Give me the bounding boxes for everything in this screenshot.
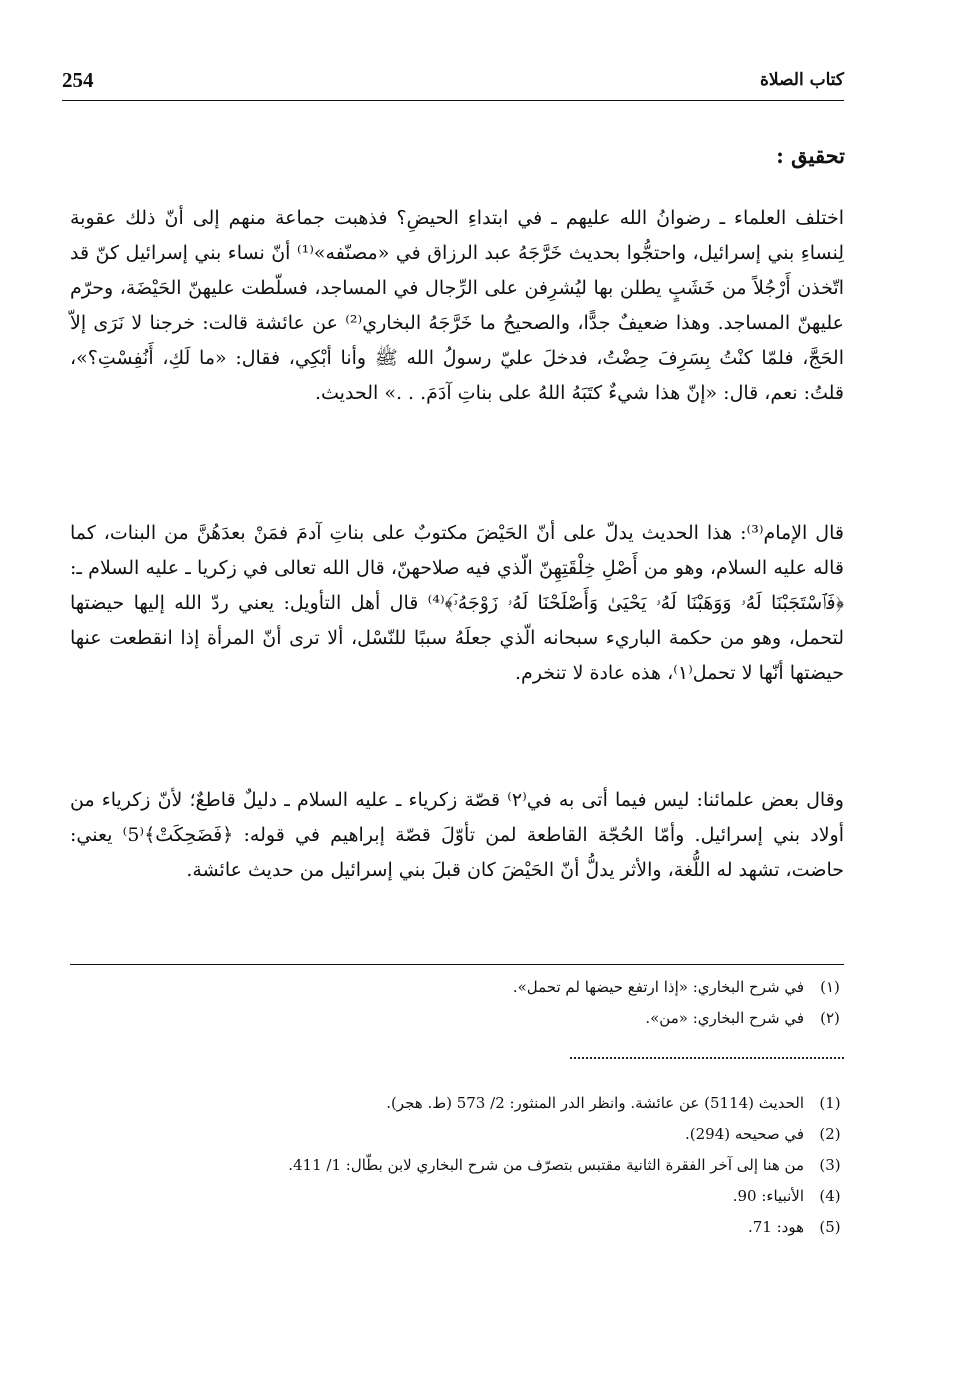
editor-footnotes [70,972,844,1034]
footnote-number: (4) [819,1187,841,1205]
footnote-item [70,1212,844,1243]
footnote-item [70,1150,844,1181]
footnote-text: الأنبياء: 90. [732,1187,804,1205]
footnote-item [70,972,844,1003]
footnote-number: (٢) [820,1009,840,1027]
dotted-separator [570,1057,844,1059]
paragraph-1: اختلف العلماء ـ رضوانُ الله عليهم ـ في ابتداءِ الحيضِ؟ فذهبت جماعة منهم إلى أنّ ذلك عقوبة لِنساءِ بني إسرائيل، واحتجُّوا بحديث خَرَّجَهُ عبد الرزاق في «مصنّفه»⁽¹⁾ أنّ نساء بني إسرائيل كنّ قد اتّخذن أَرْجُلاً من خَشَبٍ يطلن بها ليُشرِفن على الرِّجال في المساجد، فسلّطت عليهنّ الحَيْضَة، وحرّم عليهنّ المساجد. وهذا ضعيفٌ جدًّا، والصحيحُ ما خَرَّجَهُ البخاري⁽²⁾ عن عائشة قالت: خرجنا لا نَرَى إلاّ الحَجَّ، فلمّا كنْتُ بِسَرِفَ حِضْتُ، فدخلَ عليّ رسولُ الله ﷺ وأنا أبْكِي، فقال: «ما لَكِ، أَنُفِسْتِ؟»، قلتُ: نعم، قال: «إنّ هذا شيءٌ كتَبَهُ اللهُ على بناتِ آدَمَ. . .» الحديث. [70,207,844,404]
footnote-number: (١) [820,978,840,996]
footnote-text: في صحيحه (294). [685,1125,804,1143]
source-footnotes [70,1088,844,1243]
paragraph-2: قال الإمام⁽³⁾: هذا الحديث يدلّ على أنّ الحَيْضَ مكتوبٌ على بناتِ آدمَ فمَنْ بعدَهُنَّ من البنات، كما قاله عليه السلام، وهو من أَصْلِ خِلْقَتِهِنّ الّذي فيه صلاحهنّ، قال الله تعالى في زكريا ـ عليه السلام ـ: ﴿فَٱسْتَجَبْنَا لَهُۥ وَوَهَبْنَا لَهُۥ يَحْيَىٰ وَأَصْلَحْنَا لَهُۥ زَوْجَهُۥٓ﴾⁽⁴⁾ قال أهل التأويل: يعني ردّ الله إليها حيضتها لتحمل، وهو من حكمة الباريء سبحانه الّذي جعلَهُ سببًا للنّسْل، ألا ترى أنّ المرأة إذا انقطعت عنها حيضتها أنّها لا تحمل⁽١⁾، هذه عادة لا تنخرم. [70,522,844,684]
section-heading: تحقيق : [776,143,845,168]
page-number: 254 [62,68,94,92]
footnote-item [70,1088,844,1119]
footnote-item [70,1003,844,1034]
page-header [62,64,844,101]
footnote-number: (5) [819,1218,841,1236]
footnote-text: من هنا إلى آخر الفقرة الثانية مقتبس بتصرّف من شرح البخاري لابن بطّال: 1/ 411. [288,1156,804,1174]
footnote-rule [70,964,844,965]
paragraph-3: وقال بعض علمائنا: ليس فيما أتى به في⁽٢⁾ قصّة زكرياء ـ عليه السلام ـ دليلٌ قاطعٌ؛ لأنّ زكرياء من أولاد بني إسرائيل. وأمّا الحُجّة القاطعة لمن تأوّلَ قصّة إبراهيم في قوله: ﴿فَضَحِكَتْ﴾⁽5⁾ يعني: حاضت، تشهد له اللُّغة، والأثر يدلُّ أنّ الحَيْضَ كان قبلَ بني إسرائيل من حديث عائشة. [70,789,844,881]
footnote-text: في شرح البخاري: «إذا ارتفع حيضها لم تحمل». [512,978,804,996]
footnote-number: (2) [819,1125,841,1143]
footnote-number: (1) [819,1094,841,1112]
footnote-item [70,1181,844,1212]
footnote-number: (3) [819,1156,841,1174]
running-title: كتاب الصلاة [759,70,844,90]
footnote-item [70,1119,844,1150]
footnote-text: هود: 71. [747,1218,804,1236]
footnote-text: الحديث (5114) عن عائشة. وانظر الدر المنثور: 2/ 573 (ط. هجر). [386,1094,804,1112]
footnote-text: في شرح البخاري: «من». [645,1009,804,1027]
